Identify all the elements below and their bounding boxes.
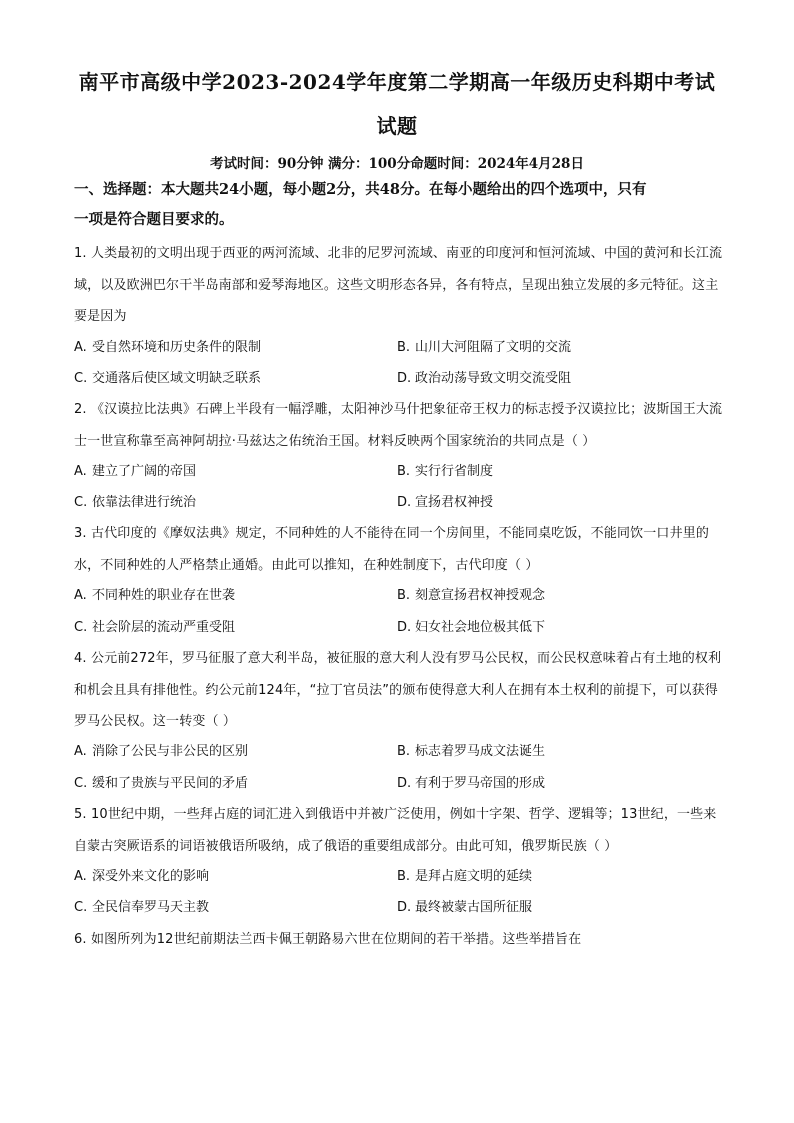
option-letter: B.	[397, 340, 411, 355]
option-letter: D.	[397, 900, 412, 915]
question-4-stem: 4. 公元前272年，罗马征服了意大利半岛，被征服的意大利人没有罗马公民权，而公民权意味着占有土地的权利和机会且具有排他性。约公元前124年，“拉丁官员法”的颁布使得意大利人在拥有本土权利的前提下，可以获得罗马公民权。这一转变（ ）	[74, 651, 722, 729]
option-letter: A.	[74, 744, 87, 759]
option-text: 实行行省制度	[415, 464, 494, 479]
option-letter: B.	[397, 588, 411, 603]
question-5-option-d	[397, 898, 532, 918]
option-text: 有利于罗马帝国的形成	[415, 776, 546, 791]
question-1-option-d	[397, 369, 571, 389]
option-letter: D.	[397, 371, 412, 386]
option-letter: B.	[397, 744, 411, 759]
question-3-stem: 3. 古代印度的《摩奴法典》规定，不同种姓的人不能待在同一个房间里，不能同桌吃饭，不能同饮一口井里的水，不同种姓的人严格禁止通婚。由此可以推知，在种姓制度下，古代印度（ ）	[74, 526, 710, 573]
option-letter: D.	[397, 776, 412, 791]
question-1-option-a	[74, 338, 261, 358]
exam-title-line2: 试题	[376, 114, 418, 138]
option-letter: B.	[397, 869, 411, 884]
option-text: 是拜占庭文明的延续	[415, 869, 533, 884]
question-6-stem: 6. 如图所列为12世纪前期法兰西卡佩王朝路易六世在位期间的若干举措。这些举措旨在	[74, 932, 582, 947]
option-letter: C.	[74, 495, 88, 510]
question-2-option-d	[397, 493, 493, 513]
option-text: 政治动荡导致文明交流受阻	[415, 371, 572, 386]
option-text: 标志着罗马成文法诞生	[415, 744, 546, 759]
option-text: 不同种姓的职业存在世袭	[92, 588, 236, 603]
option-text: 缓和了贵族与平民间的矛盾	[92, 776, 249, 791]
question-5-option-c	[74, 898, 209, 918]
option-letter: A.	[74, 588, 87, 603]
question-2-stem: 2. 《汉谟拉比法典》石碑上半段有一幅浮雕，太阳神沙马什把象征帝王权力的标志授予汉谟拉比；波斯国王大流士一世宣称靠至高神阿胡拉·马兹达之佑统治王国。材料反映两个国家统治的共同点是（ ）	[74, 402, 723, 449]
question-1-option-b	[397, 338, 571, 358]
question-3-option-d	[397, 618, 545, 638]
section-heading	[74, 175, 724, 235]
option-letter: C.	[74, 900, 88, 915]
option-text: 社会阶层的流动严重受阻	[92, 620, 236, 635]
option-letter: D.	[397, 620, 412, 635]
question-2-option-a	[74, 462, 196, 482]
option-letter: C.	[74, 620, 88, 635]
option-text: 山川大河阻隔了文明的交流	[415, 340, 572, 355]
question-5-stem: 5. 10世纪中期，一些拜占庭的词汇进入到俄语中并被广泛使用，例如十字架、哲学、逻辑等；13世纪，一些来自蒙古突厥语系的词语被俄语所吸纳，成了俄语的重要组成部分。由此可知，俄罗斯民族（ ）	[74, 807, 717, 854]
question-5-option-a	[74, 867, 209, 887]
option-text: 依靠法律进行统治	[92, 495, 197, 510]
option-text: 受自然环境和历史条件的限制	[92, 340, 262, 355]
question-2-option-c	[74, 493, 196, 513]
section-heading-line2: 一项是符合题目要求的。	[74, 211, 234, 228]
question-4-option-c	[74, 774, 248, 794]
question-5-option-b	[397, 867, 532, 887]
question-2-option-b	[397, 462, 493, 482]
question-1-stem: 1. 人类最初的文明出现于西亚的两河流域、北非的尼罗河流域、南亚的印度河和恒河流域、中国的黄河和长江流域，以及欧洲巴尔干半岛南部和爱琴海地区。这些文明形态各异，各有特点，呈现出独立发展的多元特征。这主要是因为	[74, 246, 723, 324]
option-text: 最终被蒙古国所征服	[415, 900, 533, 915]
option-text: 消除了公民与非公民的区别	[92, 744, 249, 759]
option-text: 建立了广阔的帝国	[92, 464, 197, 479]
option-text: 深受外来文化的影响	[92, 869, 210, 884]
question-4-option-d	[397, 774, 545, 794]
option-letter: B.	[397, 464, 411, 479]
option-letter: C.	[74, 776, 88, 791]
question-3-option-a	[74, 586, 235, 606]
option-letter: A.	[74, 464, 87, 479]
question-1-option-c	[74, 369, 261, 389]
option-letter: A.	[74, 340, 87, 355]
option-text: 全民信奉罗马天主教	[92, 900, 210, 915]
question-4-option-b	[397, 742, 545, 762]
question-4-option-a	[74, 742, 248, 762]
question-3-option-c	[74, 618, 235, 638]
section-heading-line1: 一、选择题：本大题共24小题，每小题2分，共48分。在每小题给出的四个选项中，只有	[74, 181, 647, 198]
exam-meta-info: 考试时间：90分钟 满分：100分命题时间：2024年4月28日	[210, 156, 584, 172]
option-letter: C.	[74, 371, 88, 386]
option-text: 交通落后使区域文明缺乏联系	[92, 371, 262, 386]
option-text: 宣扬君权神授	[415, 495, 494, 510]
option-text: 妇女社会地位极其低下	[415, 620, 546, 635]
option-text: 刻意宣扬君权神授观念	[415, 588, 546, 603]
option-letter: D.	[397, 495, 412, 510]
question-3-option-b	[397, 586, 545, 606]
option-letter: A.	[74, 869, 87, 884]
exam-title-line1: 南平市高级中学2023-2024学年度第二学期高一年级历史科期中考试	[78, 70, 716, 94]
